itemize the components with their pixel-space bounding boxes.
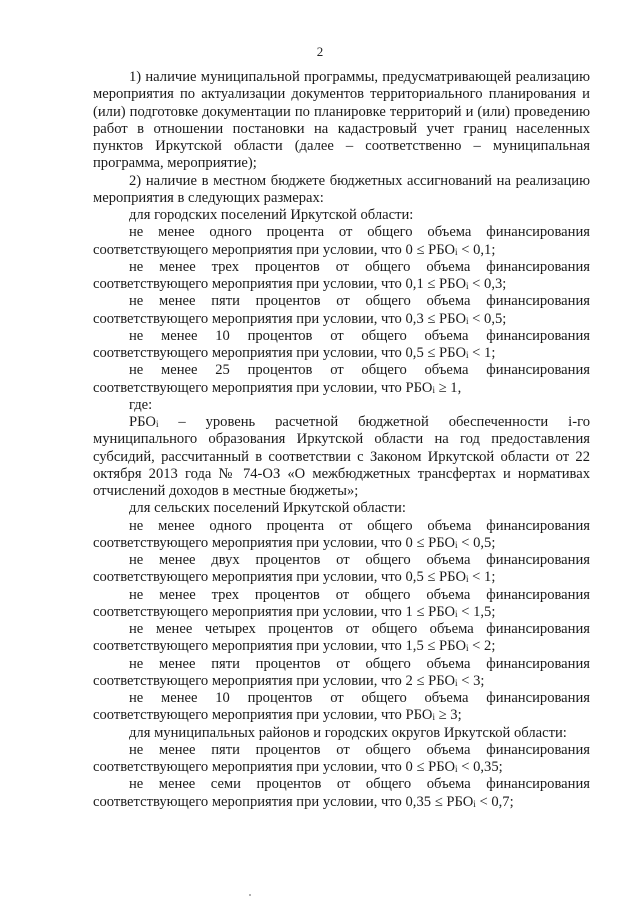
subscript-index: i	[466, 350, 469, 360]
paragraph	[93, 69, 590, 173]
paragraph-text: не менее пяти процентов от общего объема финансирования соответствующего мероприятия при условии, что 2 ≤ РБО	[93, 655, 590, 689]
subscript-index: i	[455, 539, 458, 550]
paragraph-text: 1) наличие муниципальной программы, предусматривающей реализацию мероприятия по актуализации документов территориального планирования и (или) подготовке документации по планировке территорий и (или) проведению работ в отношении постановки на кадастровый учет границ населенных пунктов Иркутской области (далее – соответственно – муниципальная программа, мероприятие);	[93, 69, 590, 172]
page-number: 2	[316, 44, 324, 59]
paragraph	[93, 259, 590, 294]
subscript-index: i	[155, 419, 159, 429]
paragraph-text: для городских поселений Иркутской области:	[129, 207, 414, 223]
paragraph-tail: ≥ 3;	[434, 707, 462, 724]
paragraph	[93, 725, 590, 742]
paragraph-tail: < 0,3;	[468, 276, 507, 292]
paragraph-text: не менее двух процентов от общего объема финансирования соответствующего мероприятия при условии, что 0,5 ≤ РБО	[93, 552, 590, 586]
paragraph-text: 2) наличие в местном бюджете бюджетных ассигнований на реализацию мероприятия в следующих размерах:	[93, 172, 590, 206]
paragraph-text: не менее одного процента от общего объема финансирования соответствующего мероприятия при условии, что 0 ≤ РБО	[93, 224, 590, 258]
document-body	[93, 69, 590, 811]
subscript-index: i	[466, 574, 469, 585]
subscript-index: i	[466, 643, 469, 654]
paragraph-text: не менее трех процентов от общего объема финансирования соответствующего мероприятия при условии, что 1 ≤ РБО	[93, 586, 590, 620]
paragraph-text: не менее пяти процентов от общего объема финансирования соответствующего мероприятия при условии, что 0,3 ≤ РБО	[93, 293, 590, 327]
paragraph-tail: < 1,5;	[457, 603, 496, 620]
subscript-index: i	[473, 798, 476, 809]
paragraph-tail: < 2;	[468, 638, 496, 655]
subscript-index: i	[455, 246, 458, 257]
paragraph	[93, 173, 590, 208]
paragraph-text: РБО	[129, 414, 156, 430]
subscript-index: i	[455, 677, 458, 688]
paragraph	[93, 621, 590, 656]
paragraph	[93, 397, 590, 414]
subscript-index: i	[466, 281, 469, 291]
paragraph	[93, 293, 590, 328]
paragraph	[93, 742, 590, 777]
paragraph-text: не менее 10 процентов от общего объема финансирования соответствующего мероприятия при условии, что 0,5 ≤ РБО	[93, 327, 590, 361]
paragraph-text: для сельских поселений Иркутской области:	[129, 500, 406, 517]
paragraph-tail: < 0,5;	[457, 534, 496, 551]
paragraph-tail: – уровень расчетной бюджетной обеспеченности i-го муниципального образования Иркутской области на год предоставления субсидий, рассчитанный в соответствии с Законом Иркутской области от 22 октября 2013 года № 74-ОЗ «О межбюджетных трансфертах и нормативах отчислений доходов в местные бюджеты»;	[93, 414, 590, 499]
paragraph-tail: ≥ 1,	[434, 379, 462, 396]
paragraph-tail: < 0,35;	[457, 759, 503, 775]
paragraph-tail: < 0,1;	[457, 241, 496, 258]
paragraph	[93, 518, 590, 553]
paragraph	[93, 690, 590, 725]
paragraph-text: не менее одного процента от общего объема финансирования соответствующего мероприятия при условии, что 0 ≤ РБО	[93, 517, 590, 551]
paragraph-text: не менее 10 процентов от общего объема финансирования соответствующего мероприятия при условии, что РБО	[93, 690, 590, 724]
paragraph	[93, 776, 590, 811]
paragraph-text: не менее 25 процентов от общего объема финансирования соответствующего мероприятия при условии, что РБО	[93, 362, 590, 396]
paragraph	[93, 328, 590, 363]
paragraph-text: где:	[129, 396, 153, 413]
paragraph-text: не менее четырех процентов от общего объема финансирования соответствующего мероприятия при условии, что 1,5 ≤ РБО	[93, 621, 590, 655]
paragraph-tail: < 1;	[468, 345, 496, 361]
subscript-index: i	[455, 764, 458, 774]
paragraph	[93, 224, 590, 259]
paragraph-text: не менее трех процентов от общего объема финансирования соответствующего мероприятия при условии, что 0,1 ≤ РБО	[93, 258, 590, 292]
paragraph	[93, 656, 590, 691]
subscript-index: i	[432, 712, 435, 723]
paragraph-tail: < 0,5;	[468, 310, 507, 327]
paragraph	[93, 362, 590, 397]
subscript-index: i	[432, 384, 435, 395]
paragraph-text: не менее пяти процентов от общего объема финансирования соответствующего мероприятия при условии, что 0 ≤ РБО	[93, 741, 590, 775]
paragraph	[93, 500, 590, 517]
paragraph-text: для муниципальных районов и городских округов Иркутской области:	[129, 724, 567, 741]
paragraph	[93, 414, 590, 500]
subscript-index: i	[466, 315, 469, 326]
paragraph-tail: < 0,7;	[475, 793, 514, 810]
scan-speck	[249, 894, 251, 896]
subscript-index: i	[455, 608, 458, 619]
paragraph-tail: < 1;	[468, 569, 496, 586]
paragraph	[93, 207, 590, 224]
paragraph-text: не менее семи процентов от общего объема финансирования соответствующего мероприятия при условии, что 0,35 ≤ РБО	[93, 776, 590, 810]
paragraph-tail: < 3;	[457, 672, 485, 689]
paragraph	[93, 587, 590, 622]
paragraph	[93, 552, 590, 587]
